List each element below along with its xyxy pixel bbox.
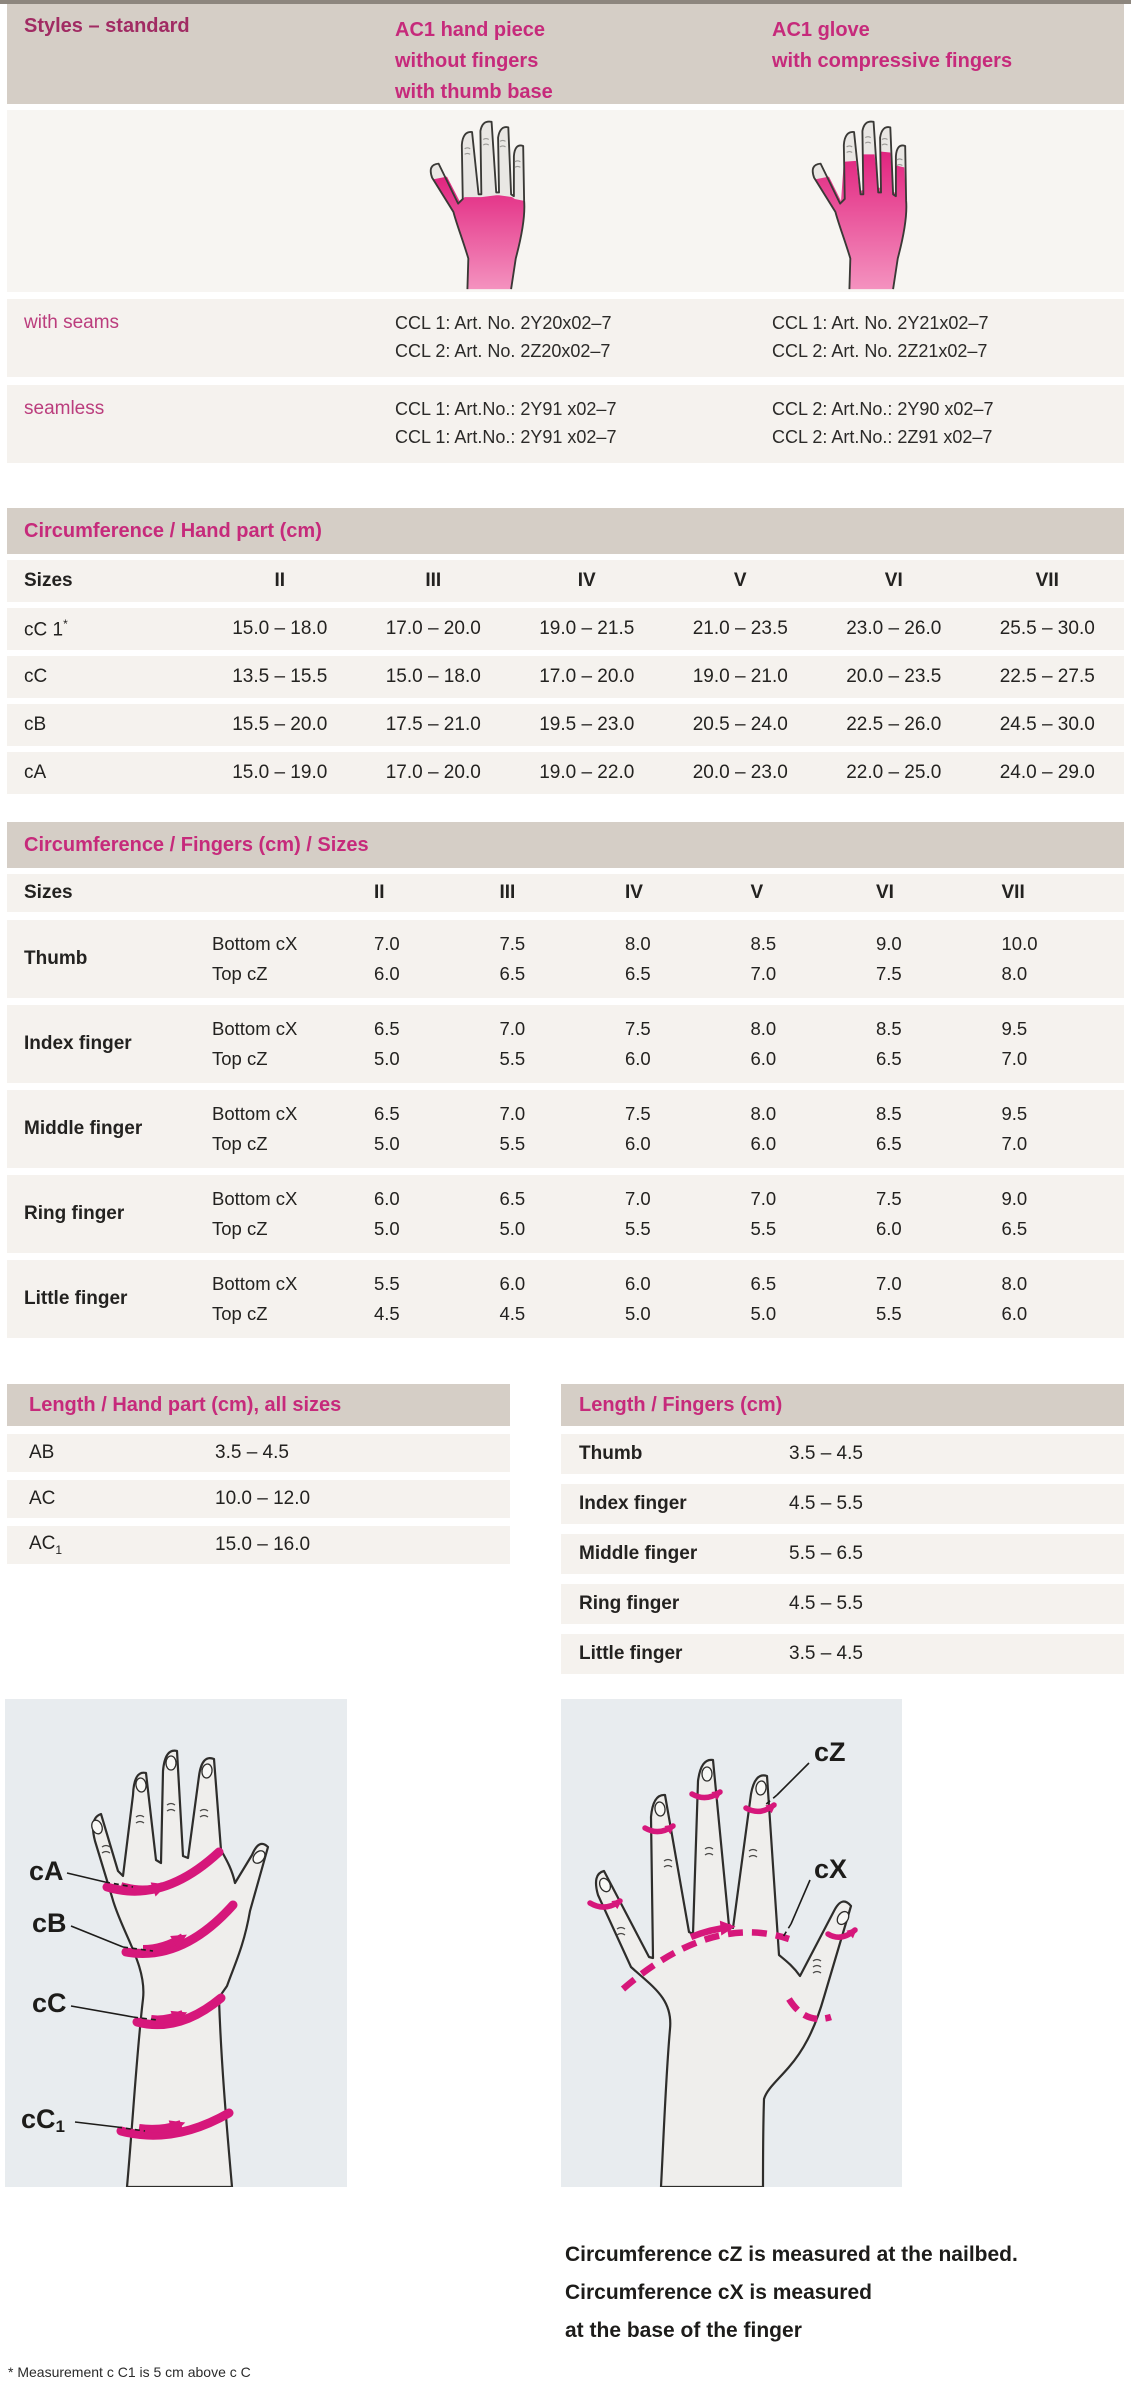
value-cell: 5.0 bbox=[374, 1133, 400, 1154]
value-cell: 7.0 bbox=[1001, 1133, 1028, 1154]
footnote-asterisk: * bbox=[63, 616, 68, 631]
range-cell: 17.5 – 21.0 bbox=[385, 714, 481, 735]
size-col-III: III bbox=[425, 570, 442, 591]
value-cell: 6.0 bbox=[750, 1048, 777, 1069]
value-cell: 5.5 bbox=[750, 1218, 777, 1239]
row-label: Thumb bbox=[579, 1443, 643, 1464]
hand-circumference-table bbox=[7, 560, 1124, 794]
value-cell: 9.0 bbox=[1001, 1188, 1028, 1209]
seamless-label: seamless bbox=[24, 398, 105, 419]
bottom-cx-label: Bottom cX bbox=[212, 1103, 298, 1124]
finger-name: Thumb bbox=[24, 948, 88, 969]
range-cell: 3.5 – 4.5 bbox=[215, 1442, 289, 1463]
range-cell: 22.5 – 27.5 bbox=[999, 666, 1095, 687]
value-cell: 9.5 bbox=[1001, 1103, 1028, 1124]
range-cell: 4.5 – 5.5 bbox=[789, 1493, 863, 1514]
value-cell: 8.5 bbox=[876, 1103, 902, 1124]
value-cell: 7.0 bbox=[1001, 1048, 1028, 1069]
value-cell: 8.0 bbox=[625, 933, 651, 954]
hand-piece-illustration bbox=[415, 119, 557, 291]
size-col-VI: VI bbox=[884, 570, 903, 591]
product2-title bbox=[748, 15, 1124, 108]
value-cell: 10.0 bbox=[1001, 933, 1038, 954]
value-cell: 5.5 bbox=[876, 1303, 902, 1324]
value-cell: 6.5 bbox=[750, 1273, 777, 1294]
product2-title-line: AC1 glove bbox=[772, 19, 870, 41]
measurement-diagrams bbox=[5, 1699, 1131, 2187]
range-cell: 17.0 – 20.0 bbox=[385, 762, 481, 783]
value-cell: 8.0 bbox=[750, 1103, 777, 1124]
value-cell: 5.0 bbox=[750, 1303, 777, 1324]
hand-length-table bbox=[7, 1384, 510, 1684]
value-cell: 7.5 bbox=[876, 1188, 902, 1209]
row-label: Middle finger bbox=[579, 1543, 698, 1564]
row-label: $AC_1$ bbox=[29, 1533, 63, 1557]
range-cell: 22.0 – 25.0 bbox=[846, 762, 942, 783]
value-cell: 4.5 bbox=[374, 1303, 400, 1324]
top-cz-label: Top cZ bbox=[212, 1303, 268, 1324]
value-cell: 8.5 bbox=[750, 933, 777, 954]
finger-circumference-table bbox=[0, 874, 1131, 1338]
finger-name: Middle finger bbox=[24, 1118, 143, 1139]
table-row-middle-finger bbox=[561, 1534, 1124, 1574]
value-cell: 6.0 bbox=[625, 1273, 651, 1294]
table-row-cB bbox=[7, 704, 1124, 746]
value-cell: 5.5 bbox=[499, 1048, 526, 1069]
table-row-AC1 bbox=[7, 1526, 510, 1564]
article-numbers-product1 bbox=[373, 309, 748, 365]
article-numbers-product2 bbox=[748, 395, 1124, 451]
finger-measurement-diagram bbox=[561, 1699, 902, 2187]
range-cell: 24.0 – 29.0 bbox=[999, 762, 1095, 783]
size-col-V: V bbox=[750, 882, 764, 903]
range-cell: 24.5 – 30.0 bbox=[999, 714, 1095, 735]
value-cell: 6.5 bbox=[876, 1048, 902, 1069]
glove-illustration bbox=[797, 119, 939, 291]
subscript: 1 bbox=[55, 1542, 63, 1557]
range-cell: 21.0 – 23.5 bbox=[692, 618, 788, 639]
article-number: CCL 2: Art.No.: 2Z91 x02–7 bbox=[772, 427, 993, 447]
range-cell: 19.0 – 22.0 bbox=[539, 762, 635, 783]
section-title: Circumference / Hand part (cm) bbox=[24, 519, 322, 542]
article-number: CCL 2: Art. No. 2Z21x02–7 bbox=[772, 341, 988, 361]
table-row-thumb bbox=[561, 1434, 1124, 1474]
value-cell: 7.5 bbox=[625, 1018, 651, 1039]
label-cB: cB bbox=[32, 1908, 67, 1938]
value-cell: 6.5 bbox=[876, 1133, 902, 1154]
finger-row-ring bbox=[7, 1175, 1124, 1253]
value-cell: 6.0 bbox=[1001, 1303, 1028, 1324]
styles-standard-title: Styles – standard bbox=[24, 15, 190, 37]
section-title: Circumference / Fingers (cm) / Sizes bbox=[24, 833, 369, 856]
footnote: * Measurement c C1 is 5 cm above c C bbox=[8, 2364, 251, 2380]
value-cell: 7.0 bbox=[876, 1273, 902, 1294]
table-row-AB bbox=[7, 1434, 510, 1472]
value-cell: 9.5 bbox=[1001, 1018, 1028, 1039]
range-cell: 15.5 – 20.0 bbox=[232, 714, 328, 735]
article-row-seamless bbox=[7, 385, 1124, 463]
size-col-III: III bbox=[499, 882, 516, 903]
range-cell: 13.5 – 15.5 bbox=[232, 666, 328, 687]
product2-title-line: with compressive fingers bbox=[772, 50, 1013, 72]
row-label: cC bbox=[24, 666, 48, 687]
range-cell: 15.0 – 16.0 bbox=[215, 1534, 311, 1555]
length-tables bbox=[7, 1384, 1124, 1684]
value-cell: 6.5 bbox=[374, 1103, 400, 1124]
finger-name: Ring finger bbox=[24, 1203, 125, 1224]
value-cell: 5.0 bbox=[374, 1048, 400, 1069]
article-number: CCL 1: Art. No. 2Y21x02–7 bbox=[772, 313, 989, 333]
measurement-note bbox=[565, 2236, 1131, 2350]
size-col-II: II bbox=[274, 570, 286, 591]
range-cell: 19.5 – 23.0 bbox=[539, 714, 635, 735]
value-cell: 7.5 bbox=[499, 933, 526, 954]
finger-length-title-bar bbox=[561, 1384, 1124, 1426]
section-title: Length / Hand part (cm), all sizes bbox=[29, 1393, 342, 1416]
size-col-VII: VII bbox=[1001, 882, 1025, 903]
value-cell: 6.0 bbox=[625, 1133, 651, 1154]
article-number: CCL 1: Art. No. 2Y20x02–7 bbox=[395, 313, 612, 333]
range-cell: 19.0 – 21.5 bbox=[539, 618, 635, 639]
label-cC: cC bbox=[32, 1988, 67, 2018]
table-row-cC bbox=[7, 656, 1124, 698]
value-cell: 5.0 bbox=[374, 1218, 400, 1239]
section-title: Length / Fingers (cm) bbox=[579, 1393, 783, 1416]
measurement-note-line: Circumference cX is measured bbox=[565, 2281, 872, 2304]
range-cell: 15.0 – 18.0 bbox=[385, 666, 481, 687]
value-cell: 5.5 bbox=[625, 1218, 651, 1239]
finger-circumference-title-bar bbox=[7, 822, 1124, 868]
product1-title-line: with thumb base bbox=[395, 81, 553, 103]
sizes-header-row bbox=[7, 874, 1124, 912]
size-col-V: V bbox=[733, 570, 747, 591]
finger-row-little bbox=[7, 1260, 1124, 1338]
value-cell: 8.0 bbox=[1001, 963, 1028, 984]
value-cell: 6.0 bbox=[750, 1133, 777, 1154]
article-numbers-product2 bbox=[748, 309, 1124, 365]
value-cell: 6.0 bbox=[374, 1188, 400, 1209]
finger-row-index bbox=[7, 1005, 1124, 1083]
range-cell: 20.0 – 23.5 bbox=[846, 666, 942, 687]
value-cell: 6.0 bbox=[374, 963, 400, 984]
range-cell: 17.0 – 20.0 bbox=[385, 618, 481, 639]
range-cell: 10.0 – 12.0 bbox=[215, 1488, 311, 1509]
size-col-VI: VI bbox=[876, 882, 894, 903]
styles-header bbox=[7, 4, 1124, 104]
table-row-AC bbox=[7, 1480, 510, 1518]
value-cell: 9.0 bbox=[876, 933, 902, 954]
value-cell: 6.0 bbox=[876, 1218, 902, 1239]
range-cell: 17.0 – 20.0 bbox=[539, 666, 635, 687]
value-cell: 5.0 bbox=[625, 1303, 651, 1324]
bottom-cx-label: Bottom cX bbox=[212, 1018, 298, 1039]
article-numbers-product1 bbox=[373, 395, 748, 451]
article-number: CCL 2: Art.No.: 2Y90 x02–7 bbox=[772, 399, 994, 419]
article-row-with-seams bbox=[7, 299, 1124, 377]
bottom-cx-label: Bottom cX bbox=[212, 1273, 298, 1294]
finger-row-middle bbox=[7, 1090, 1124, 1168]
size-col-IV: IV bbox=[625, 882, 643, 903]
styles-header-col1 bbox=[7, 15, 373, 108]
value-cell: 6.5 bbox=[625, 963, 651, 984]
sizes-label: Sizes bbox=[24, 882, 73, 903]
measurement-note-line: at the base of the finger bbox=[565, 2319, 802, 2342]
table-row-cC1 bbox=[7, 608, 1124, 650]
sizes-header-row bbox=[7, 560, 1124, 602]
range-cell: 23.0 – 26.0 bbox=[846, 618, 942, 639]
value-cell: 6.0 bbox=[625, 1048, 651, 1069]
hand-measurement-diagram bbox=[5, 1699, 347, 2187]
value-cell: 6.5 bbox=[1001, 1218, 1028, 1239]
value-cell: 6.5 bbox=[499, 1188, 526, 1209]
value-cell: 6.0 bbox=[499, 1273, 526, 1294]
table-row-index-finger bbox=[561, 1484, 1124, 1524]
range-cell: 19.0 – 21.0 bbox=[692, 666, 788, 687]
range-cell: 3.5 – 4.5 bbox=[789, 1643, 863, 1664]
label-cC1: cC1 bbox=[21, 2104, 65, 2136]
value-cell: 6.5 bbox=[499, 963, 526, 984]
value-cell: 7.0 bbox=[625, 1188, 651, 1209]
finger-row-thumb bbox=[7, 920, 1124, 998]
row-label: AB bbox=[29, 1442, 55, 1463]
hand-circumference-title-bar bbox=[7, 508, 1124, 554]
range-cell: 3.5 – 4.5 bbox=[789, 1443, 863, 1464]
range-cell: 15.0 – 19.0 bbox=[232, 762, 328, 783]
article-number: CCL 2: Art. No. 2Z20x02–7 bbox=[395, 341, 611, 361]
size-col-VII: VII bbox=[1035, 570, 1059, 591]
row-label: Index finger bbox=[579, 1493, 687, 1514]
top-cz-label: Top cZ bbox=[212, 1048, 268, 1069]
value-cell: 8.0 bbox=[750, 1018, 777, 1039]
label-cA: cA bbox=[29, 1856, 64, 1886]
row-label: cC 1* bbox=[24, 616, 68, 641]
measurement-note-line: Circumference cZ is measured at the nailbed. bbox=[565, 2243, 1018, 2266]
top-cz-label: Top cZ bbox=[212, 1218, 268, 1239]
value-cell: 8.0 bbox=[1001, 1273, 1028, 1294]
finger-name: Little finger bbox=[24, 1288, 128, 1309]
range-cell: 4.5 – 5.5 bbox=[789, 1593, 863, 1614]
size-col-IV: IV bbox=[577, 570, 596, 591]
product1-title bbox=[373, 15, 748, 108]
value-cell: 5.5 bbox=[374, 1273, 400, 1294]
value-cell: 7.0 bbox=[750, 1188, 777, 1209]
range-cell: 20.0 – 23.0 bbox=[692, 762, 788, 783]
value-cell: 7.0 bbox=[499, 1103, 526, 1124]
product1-title-line: without fingers bbox=[395, 50, 539, 72]
with-seams-label: with seams bbox=[24, 312, 120, 333]
value-cell: 7.5 bbox=[625, 1103, 651, 1124]
row-label: Ring finger bbox=[579, 1593, 680, 1614]
product-illustrations bbox=[7, 110, 1124, 292]
top-cz-label: Top cZ bbox=[212, 1133, 268, 1154]
product1-title-line: AC1 hand piece bbox=[395, 19, 546, 41]
row-label: cB bbox=[24, 714, 47, 735]
article-number: CCL 1: Art.No.: 2Y91 x02–7 bbox=[395, 427, 617, 447]
value-cell: 4.5 bbox=[499, 1303, 526, 1324]
range-cell: 25.5 – 30.0 bbox=[999, 618, 1095, 639]
article-number: CCL 1: Art.No.: 2Y91 x02–7 bbox=[395, 399, 617, 419]
row-label: AC bbox=[29, 1488, 56, 1509]
table-row-cA bbox=[7, 752, 1124, 794]
finger-length-table bbox=[561, 1384, 1124, 1684]
value-cell: 7.5 bbox=[876, 963, 902, 984]
range-cell: 5.5 – 6.5 bbox=[789, 1543, 863, 1564]
value-cell: 6.5 bbox=[374, 1018, 400, 1039]
label-cZ: cZ bbox=[814, 1737, 846, 1767]
hand-length-title-bar bbox=[7, 1384, 510, 1426]
value-cell: 7.0 bbox=[499, 1018, 526, 1039]
row-label: cA bbox=[24, 762, 47, 783]
value-cell: 7.0 bbox=[750, 963, 777, 984]
finger-name: Index finger bbox=[24, 1033, 132, 1054]
value-cell: 8.5 bbox=[876, 1018, 902, 1039]
range-cell: 15.0 – 18.0 bbox=[232, 618, 328, 639]
top-cz-label: Top cZ bbox=[212, 963, 268, 984]
size-col-II: II bbox=[374, 882, 385, 903]
range-cell: 20.5 – 24.0 bbox=[692, 714, 788, 735]
range-cell: 22.5 – 26.0 bbox=[846, 714, 942, 735]
table-row-ring-finger bbox=[561, 1584, 1124, 1624]
sizes-label: Sizes bbox=[24, 570, 73, 591]
bottom-cx-label: Bottom cX bbox=[212, 933, 298, 954]
value-cell: 5.5 bbox=[499, 1133, 526, 1154]
label-cX: cX bbox=[814, 1854, 848, 1884]
value-cell: 5.0 bbox=[499, 1218, 526, 1239]
row-label: Little finger bbox=[579, 1643, 683, 1664]
bottom-cx-label: Bottom cX bbox=[212, 1188, 298, 1209]
table-row-little-finger bbox=[561, 1634, 1124, 1674]
value-cell: 7.0 bbox=[374, 933, 400, 954]
